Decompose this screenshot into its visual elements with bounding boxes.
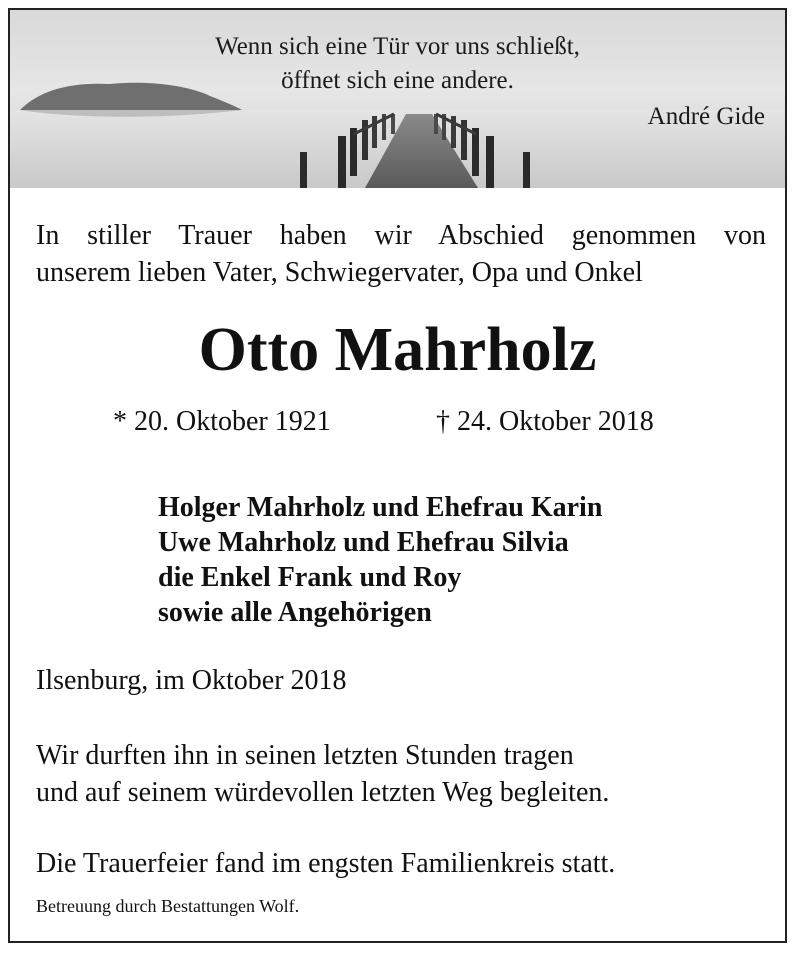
mourner-line: die Enkel Frank und Roy [158,562,462,593]
quote-line: öffnet sich eine andere. [281,67,514,94]
closing-text [36,737,609,811]
intro-text [36,217,766,291]
intro-line: unserem lieben Vater, Schwiegervater, Opa und Onkel [36,257,643,288]
closing-line: und auf seinem würdevollen letzten Weg begleiten. [36,777,610,808]
closing-line: Wir durften ihn in seinen letzten Stunden tragen [36,740,574,771]
mourner-line: Holger Mahrholz und Ehefrau Karin [158,492,603,523]
funeral-home-note: Betreuung durch Bestattungen Wolf. [36,896,300,916]
quote-author: André Gide [647,103,765,130]
birth-date: * 20. Oktober 1921 [113,406,331,437]
mourners-list [158,490,602,630]
header-banner [10,10,785,188]
place-date: Ilsenburg, im Oktober 2018 [36,665,347,696]
intro-line: In stiller Trauer haben wir Abschied genommen von [36,220,766,251]
mourner-line: Uwe Mahrholz und Ehefrau Silvia [158,527,569,558]
ceremony-note: Die Trauerfeier fand im engsten Familienkreis statt. [36,848,616,879]
quote [10,30,785,98]
death-date: † 24. Oktober 2018 [436,406,654,437]
quote-line: Wenn sich eine Tür vor uns schließt, [215,33,580,60]
obituary-notice [8,8,787,943]
deceased-name: Otto Mahrholz [198,316,597,384]
mourner-line: sowie alle Angehörigen [158,597,432,628]
